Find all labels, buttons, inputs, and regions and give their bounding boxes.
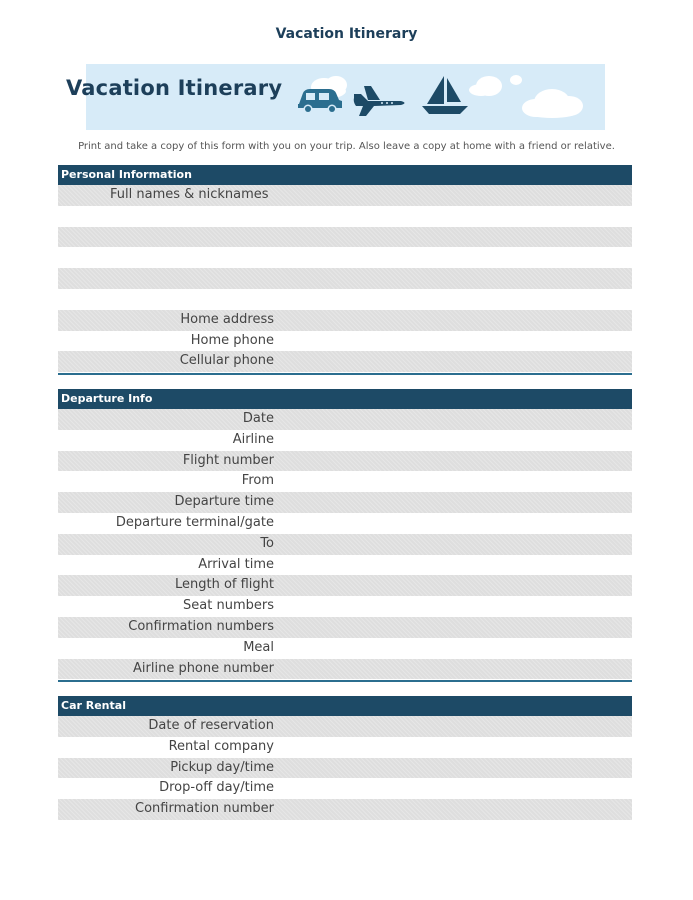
field-label: Airline phone number xyxy=(133,660,274,676)
field-label: Meal xyxy=(243,639,274,655)
cloud-icon xyxy=(522,89,583,118)
personal-information-section xyxy=(58,165,632,375)
form-row[interactable] xyxy=(58,737,632,758)
form-row[interactable] xyxy=(58,716,632,737)
field-label: Departure terminal/gate xyxy=(115,514,274,530)
form-row[interactable] xyxy=(58,227,632,248)
field-label: Confirmation numbers xyxy=(128,618,274,634)
field-label: Seat numbers xyxy=(183,598,274,614)
form-row[interactable] xyxy=(58,430,632,451)
form-row[interactable] xyxy=(58,206,632,227)
section-header: Personal Information xyxy=(58,165,632,185)
section-divider xyxy=(58,373,632,375)
form-row[interactable] xyxy=(58,451,632,472)
form-row[interactable] xyxy=(58,575,632,596)
car-icon xyxy=(298,89,342,114)
field-label: Home address xyxy=(180,311,274,327)
form-row[interactable] xyxy=(58,638,632,659)
car-rental-section xyxy=(58,696,632,820)
field-label: Length of flight xyxy=(174,577,274,593)
field-label: Pickup day/time xyxy=(170,759,274,775)
form-row[interactable] xyxy=(58,555,632,576)
form-row[interactable] xyxy=(58,758,632,779)
field-label: Drop-off day/time xyxy=(159,780,274,796)
page-title: Vacation Itinerary xyxy=(275,26,418,42)
form-row[interactable] xyxy=(58,617,632,638)
form-row[interactable] xyxy=(58,596,632,617)
section-header: Departure Info xyxy=(58,389,632,409)
form-row[interactable] xyxy=(58,492,632,513)
field-label: Date of reservation xyxy=(148,718,274,733)
form-row[interactable] xyxy=(58,778,632,799)
form-row[interactable] xyxy=(58,659,632,680)
field-label: Arrival time xyxy=(198,556,274,572)
sailboat-icon xyxy=(422,76,468,114)
field-label: Rental company xyxy=(168,738,274,754)
form-row[interactable] xyxy=(58,247,632,268)
form-row[interactable] xyxy=(58,331,632,352)
field-label: Full names & nicknames xyxy=(110,187,269,202)
airplane-icon xyxy=(354,86,405,116)
form-row[interactable] xyxy=(58,471,632,492)
field-label: From xyxy=(241,473,274,489)
form-row[interactable] xyxy=(58,534,632,555)
field-label: Flight number xyxy=(182,452,274,468)
field-label: Date xyxy=(242,411,274,426)
form-row[interactable] xyxy=(58,409,632,430)
form-row[interactable] xyxy=(58,185,632,206)
section-divider xyxy=(58,680,632,682)
form-row[interactable] xyxy=(58,268,632,289)
form-row[interactable] xyxy=(58,289,632,310)
departure-info-section xyxy=(58,389,632,682)
instructions: Print and take a copy of this form with you on your trip. Also leave a copy at home with a friend or relative. xyxy=(78,141,615,152)
field-label: Departure time xyxy=(174,494,274,510)
form-row[interactable] xyxy=(58,513,632,534)
form-row[interactable] xyxy=(58,310,632,331)
field-label: To xyxy=(260,535,274,551)
field-label: Home phone xyxy=(190,332,274,348)
section-header: Car Rental xyxy=(58,696,632,716)
form-row[interactable] xyxy=(58,351,632,372)
field-label: Cellular phone xyxy=(179,353,274,369)
form-row[interactable] xyxy=(58,799,632,820)
field-label: Airline xyxy=(232,431,274,447)
cloud-icon xyxy=(469,76,502,96)
banner-title: Vacation Itinerary xyxy=(66,76,283,100)
cloud-icon xyxy=(510,75,522,85)
field-label: Confirmation number xyxy=(135,801,274,817)
